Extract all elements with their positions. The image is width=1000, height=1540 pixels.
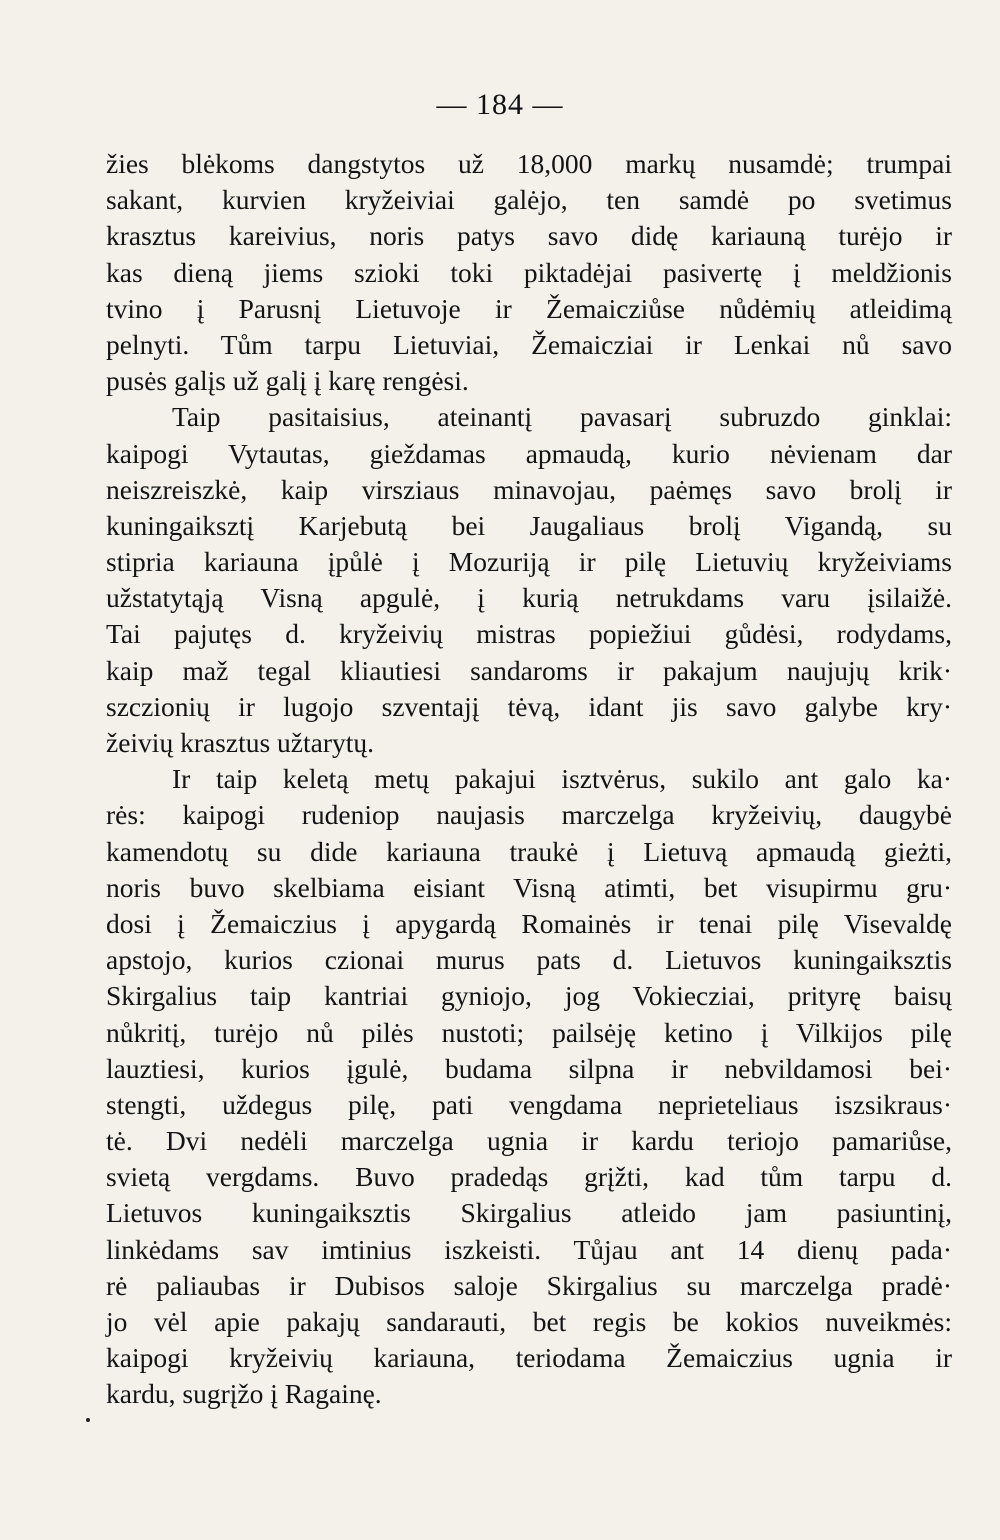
text-line: noris buvo skelbiama eisiant Visną atimti, bet visupirmu gru· xyxy=(106,871,952,903)
text-line: linkėdams sav imtinius iszkeisti. Tůjau ant 14 dienų pada· xyxy=(106,1233,952,1265)
page-number: — 184 — xyxy=(436,88,564,121)
text-line: Lietuvos kuningaiksztis Skirgalius atleido jam pasiuntinį, xyxy=(106,1197,952,1229)
text-line: apstojo, kurios czionai murus pats d. Lietuvos kuningaiksztis xyxy=(106,944,952,976)
text-line: kamendotų su dide kariauna traukė į Lietuvą apmaudą gieżti, xyxy=(106,835,952,867)
text-line: stengti, uždegus pilę, pati vengdama neprieteliaus iszsikraus· xyxy=(106,1088,952,1120)
text-line: Tai pajutęs d. kryžeivių mistras popiežiui gůdėsi, rodydams, xyxy=(106,618,952,650)
text-line: pusės galįs už galį į karę rengėsi. xyxy=(106,365,469,397)
text-line: svietą vergdams. Buvo pradedąs grįžti, kad tům tarpu d. xyxy=(106,1161,952,1193)
text-line: stipria kariauna įpůlė į Mozuriją ir pilę Lietuvių kryžeiviams xyxy=(106,546,952,578)
text-line: Skirgalius taip kantriai gyniojo, jog Vokiecziai, prityrę baisų xyxy=(106,980,952,1012)
text-line: žies blėkoms dangstytos už 18,000 markų nusamdė; trumpai xyxy=(106,148,952,179)
text-line: tvino į Parusnį Lietuvoje ir Žemaicziůse nůdėmių atleidimą xyxy=(106,292,952,324)
text-line: kardu, sugrįžo į Ragainę. xyxy=(106,1378,382,1410)
text-line: lauztiesi, kurios įgulė, budama silpna ir nebvildamosi bei· xyxy=(106,1052,952,1084)
text-line: žeivių krasztus užtarytų. xyxy=(106,727,375,758)
text-line: Ir taip keletą metų pakajui isztvėrus, sukilo ant galo ka· xyxy=(172,763,952,795)
text-line: kas dieną jiems szioki toki piktadėjai pasivertę į meldžionis xyxy=(106,256,952,288)
text-line: užstatytąją Visną apgulė, į kurią netrukdams varu įsilaižė. xyxy=(106,582,952,614)
text-line: pelnyti. Tům tarpu Lietuviai, Žemaicziai ir Lenkai nů savo xyxy=(106,328,952,360)
text-line: kaipogi Vytautas, gieždamas apmaudą, kurio nėvienam dar xyxy=(106,437,952,469)
text-line: Taip pasitaisius, ateinantį pavasarį subruzdo ginklai: xyxy=(172,401,952,433)
text-line: kaip maž tegal kliautiesi sandaroms ir pakajum naujujų krik· xyxy=(106,654,952,686)
text-line: kaipogi kryžeivių kariauna, teriodama Žemaiczius ugnia ir xyxy=(106,1342,952,1374)
text-line: sakant, kurvien kryžeiviai galėjo, ten samdė po svetimus xyxy=(106,184,952,216)
text-line: nůkritį, turėjo nů pilės nustoti; pailsėję ketino į Vilkijos pilę xyxy=(106,1016,952,1048)
text-line: kuningaiksztį Karjebutą bei Jaugaliaus brolį Vigandą, su xyxy=(106,509,952,541)
body-text xyxy=(106,146,952,1413)
text-line: dosi į Žemaiczius į apygardą Romainės ir tenai pilę Visevaldę xyxy=(106,907,952,939)
stray-ink-dot xyxy=(86,1418,90,1422)
text-line: krasztus kareivius, noris patys savo didę kariauną turėjo ir xyxy=(106,220,952,252)
text-line: rė paliaubas ir Dubisos saloje Skirgalius su marczelga pradė· xyxy=(106,1269,952,1301)
text-line: jo vėl apie pakajų sandarauti, bet regis be kokios nuveikmės: xyxy=(106,1306,952,1337)
text-line: tė. Dvi nedėli marczelga ugnia ir kardu teriojo pamariůse, xyxy=(106,1125,952,1157)
text-line: rės: kaipogi rudeniop naujasis marczelga kryžeivių, daugybė xyxy=(106,799,952,831)
text-line: szczionių ir lugojo szventajį tėvą, idant jis savo galybe kry· xyxy=(106,690,952,722)
text-line: neiszreiszkė, kaip virsziaus minavojau, paėmęs savo brolį ir xyxy=(106,473,952,505)
